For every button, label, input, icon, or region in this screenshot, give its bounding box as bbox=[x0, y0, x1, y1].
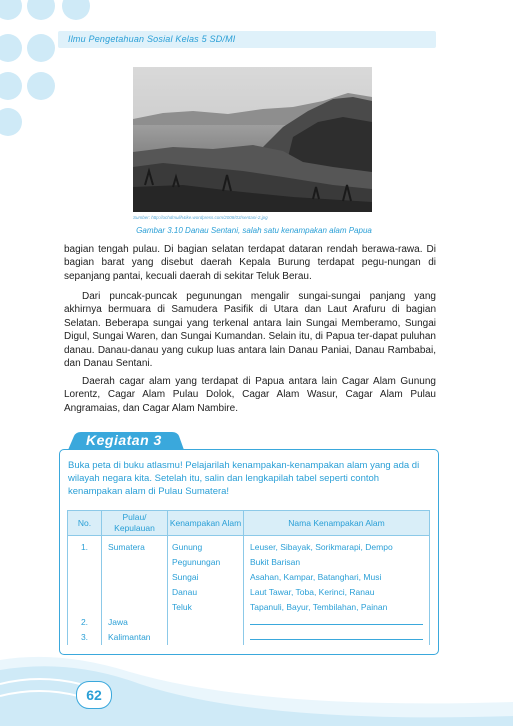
activity-title: Kegiatan 3 bbox=[86, 432, 162, 448]
feature-type: Danau bbox=[172, 587, 198, 597]
feature-type: Teluk bbox=[172, 602, 192, 612]
photo-source: Sumber: http://ochdmulih4ike.wordpress.com/2008/03/sentani-2.jpg bbox=[133, 215, 268, 220]
header-island: Pulau/ Kepulauan bbox=[102, 511, 168, 536]
activity-instruction: Buka peta di buku atlasmu! Pelajarilah kenampakan-kenampakan alam yang ada di wilayah negara kita. Setelah itu, salin dan lengkapilah tabel seperti contoh kenampakan alam di Pulau Sumatera! bbox=[68, 460, 420, 497]
header-no: No. bbox=[68, 511, 102, 536]
table-header-row bbox=[68, 511, 430, 536]
paragraph-3: Daerah cagar alam yang terdapat di Papua antara lain Cagar Alam Gunung Lorentz, Cagar Alam Pulau Dolok, Cagar Alam Wasur, Cagar Alam Pulau Angramaias, dan Cagar Alam Nambire. bbox=[64, 376, 436, 414]
feature-type: Sungai bbox=[172, 572, 199, 582]
feature-name: Tapanuli, Bayur, Tembilahan, Painan bbox=[250, 602, 388, 612]
feature-name: Laut Tawar, Toba, Kerinci, Ranau bbox=[250, 587, 375, 597]
row-island: Kalimantan bbox=[108, 632, 151, 642]
paragraph-1: bagian tengah pulau. Di bagian selatan terdapat dataran rendah berawa-rawa. Di bagian barat yang disebut daerah Kepala Burung terdapat pegu-nungan di sepanjang pantai, kecuali daerah di sekitar Teluk Berau. bbox=[64, 244, 436, 282]
feature-type: Gunung bbox=[172, 542, 203, 552]
answer-line bbox=[250, 615, 423, 625]
lake-photo bbox=[133, 67, 372, 212]
row-island: Jawa bbox=[108, 617, 128, 627]
corner-dots-decoration bbox=[0, 0, 90, 140]
feature-name: Leuser, Sibayak, Sorikmarapi, Dempo bbox=[250, 542, 393, 552]
row-island: Sumatera bbox=[108, 542, 145, 552]
header-feature-name: Nama Kenampakan Alam bbox=[244, 511, 430, 536]
page-header-title: Ilmu Pengetahuan Sosial Kelas 5 SD/MI bbox=[68, 34, 236, 44]
answer-line bbox=[250, 630, 423, 640]
figure-caption: Gambar 3.10 Danau Sentani, salah satu kenampakan alam Papua bbox=[136, 226, 372, 235]
row-no: 2. bbox=[80, 617, 89, 627]
table-row bbox=[68, 536, 430, 646]
natural-features-table bbox=[67, 510, 430, 645]
row-no: 1. bbox=[80, 542, 89, 552]
feature-name: Asahan, Kampar, Batanghari, Musi bbox=[250, 572, 382, 582]
paragraph-2: Dari puncak-puncak pegunungan mengalir sungai-sungai panjang yang akhirnya bermuara di Samudera Pasifik di Utara dan Laut Arafuru di bagian Selatan. Beberapa sungai yang terkenal antara lain Sungai Memberamo, Sungai Digul, Sungai Waren, dan Sungai Kumandan. Selain itu, di Papua ter-dapat puluhan danau. Danau-danau yang cukup luas antara lain Danau Paniai, Danau Rambabai, dan Danau Sentani. bbox=[64, 291, 436, 370]
feature-name: Bukit Barisan bbox=[250, 557, 301, 567]
header-feature: Kenampakan Alam bbox=[168, 511, 244, 536]
feature-type: Pegunungan bbox=[172, 557, 221, 567]
row-no: 3. bbox=[80, 632, 89, 642]
page-number: 62 bbox=[76, 681, 112, 709]
